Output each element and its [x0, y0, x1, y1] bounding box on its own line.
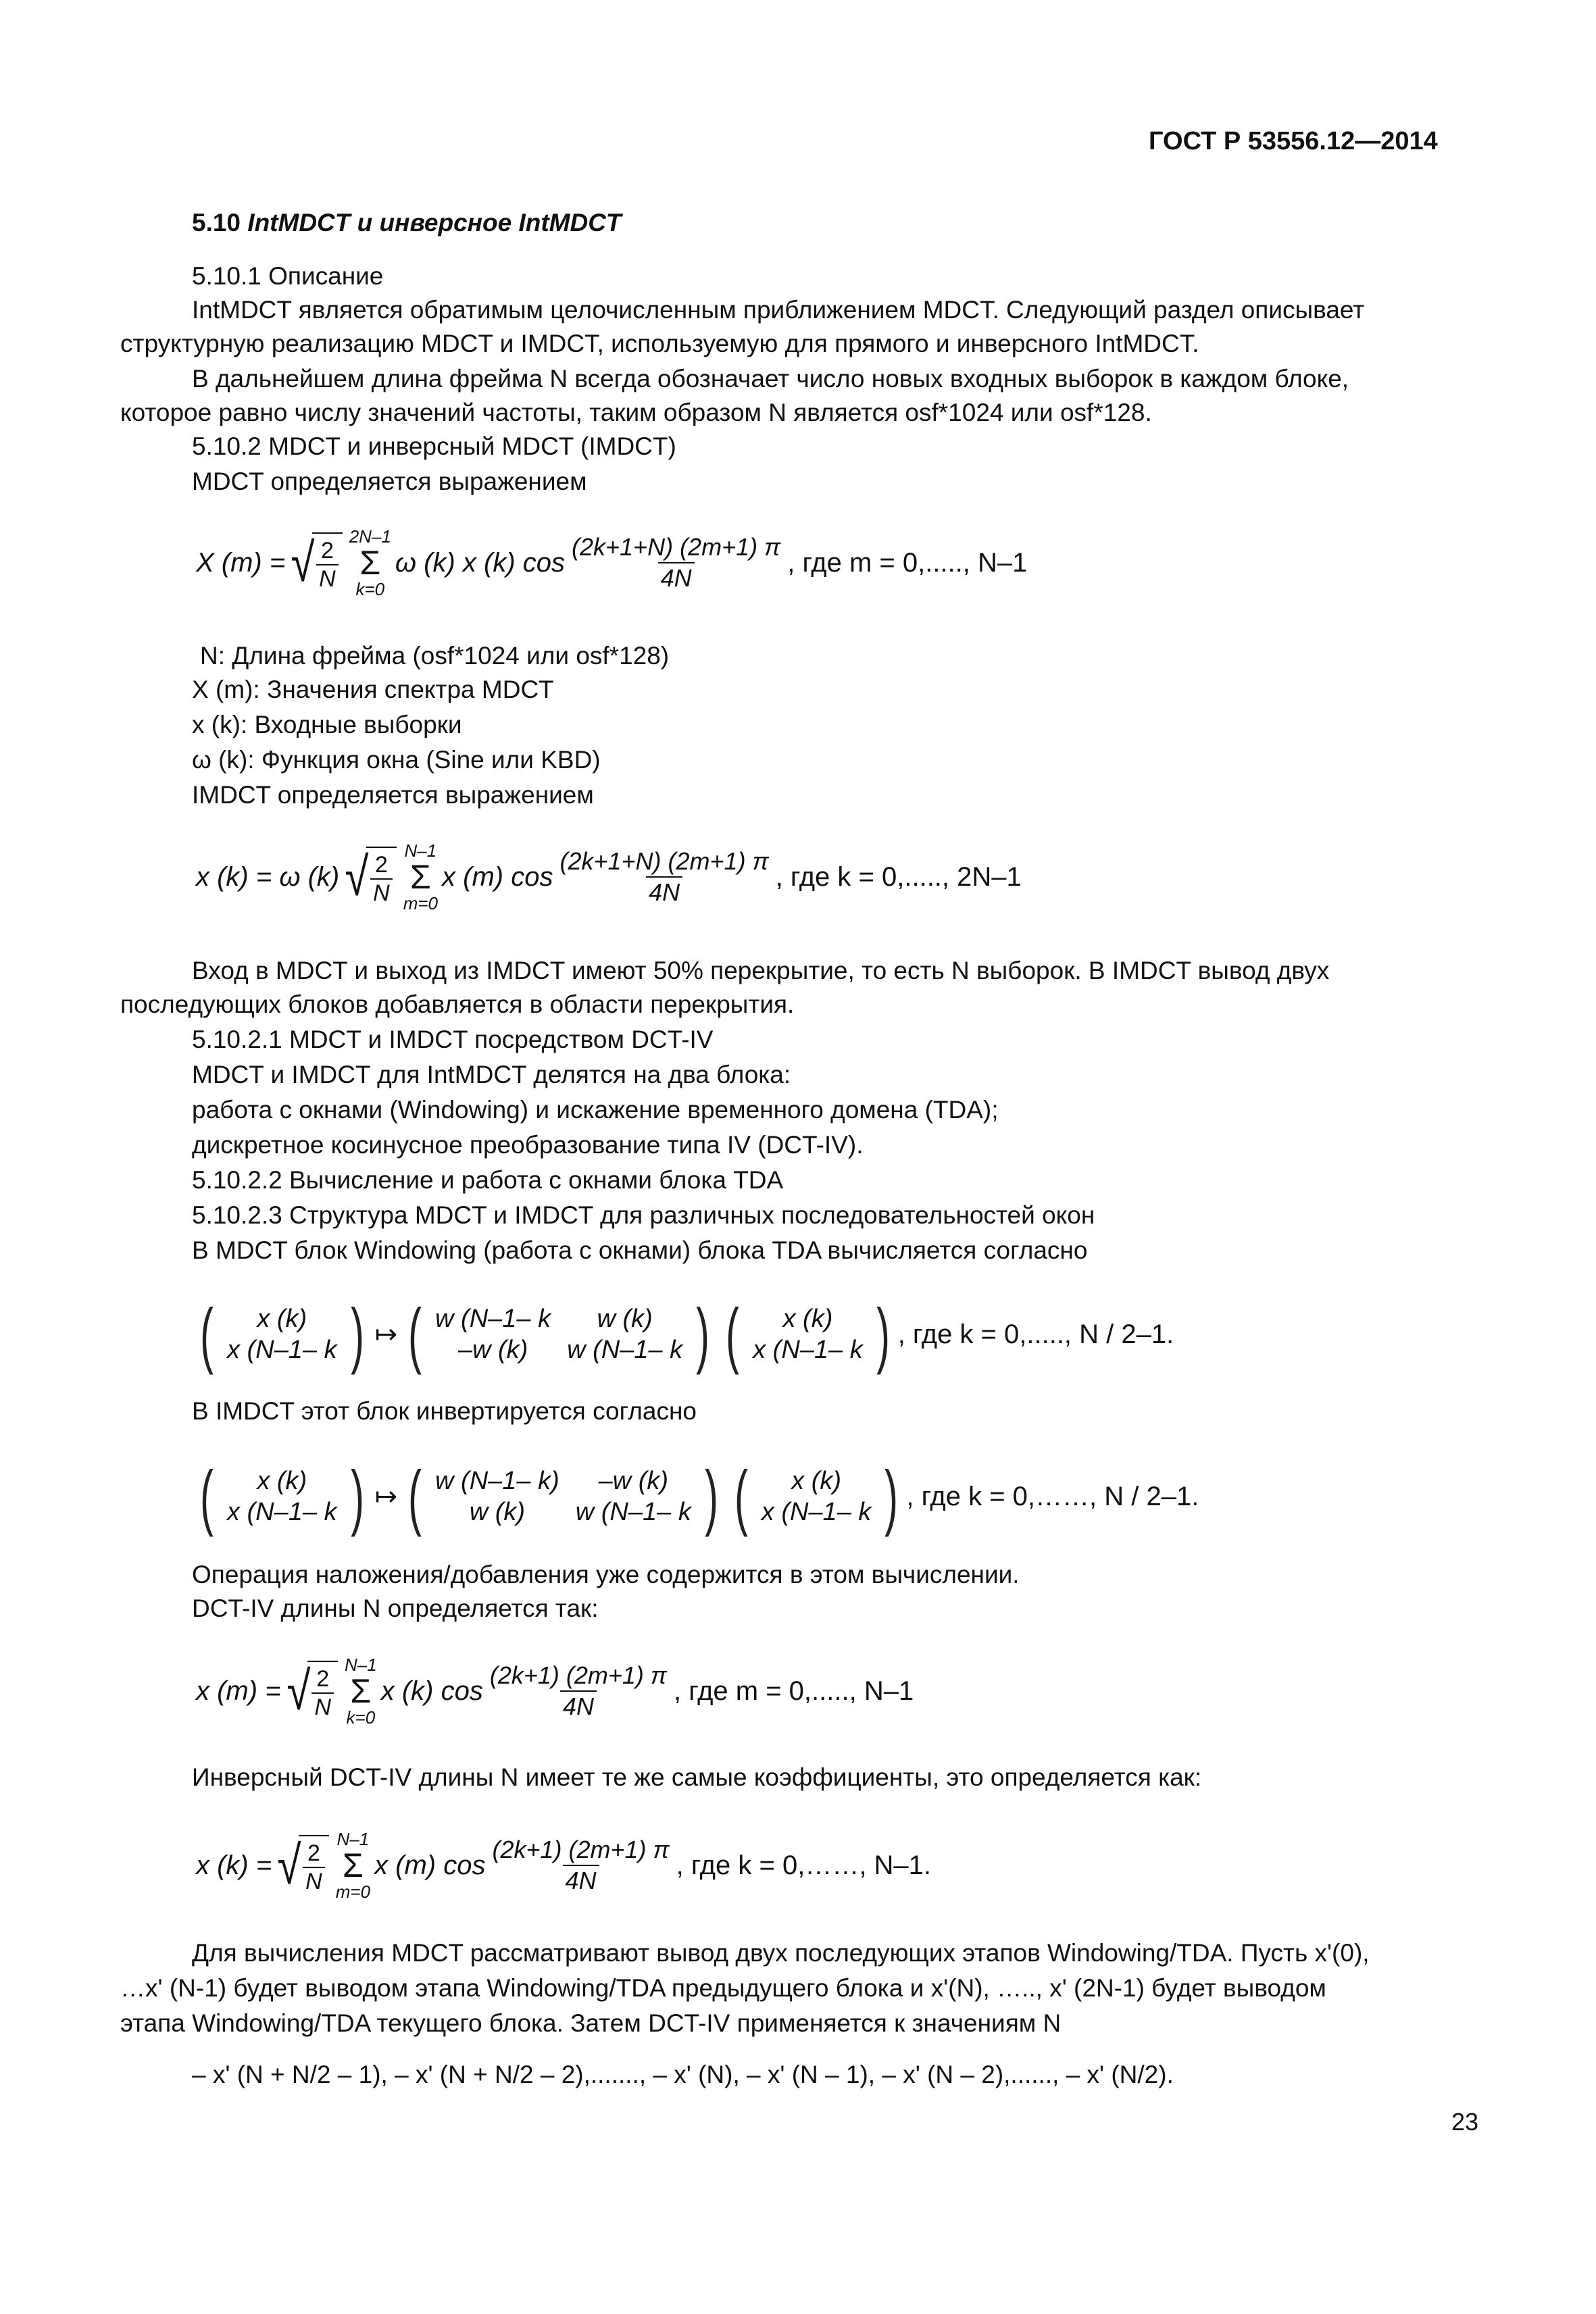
paragraph-line: структурную реализацию MDCT и IMDCT, используемую для прямого и инверсного IntMDCT. [120, 330, 1199, 357]
standard-header: ГОСТ Р 53556.12—2014 [1149, 127, 1438, 155]
formula-tail: , где m = 0,....., N–1 [674, 1676, 914, 1706]
formula-body: ω (k) x (k) cos [395, 547, 565, 578]
subsection-5-10-2-3: 5.10.2.3 Структура MDCT и IMDCT для различных последовательностей окон [192, 1201, 1095, 1229]
formula-lhs: x (m) = [196, 1676, 281, 1706]
definition-wk: ω (k): Функция окна (Sine или KBD) [192, 746, 601, 774]
paragraph-line: В IMDCT этот блок инвертируется согласно [192, 1397, 697, 1425]
paragraph-line: …x' (N-1) будет выводом этапа Windowing/TDA предыдущего блока и x'(N), ….., x' (2N-1) будет выводом [120, 1974, 1326, 2002]
formula-lhs: x (k) = [196, 1850, 272, 1880]
formula-imdct [196, 841, 1022, 913]
section-number: 5.10 [192, 209, 248, 236]
fraction-denominator: 4N [658, 562, 695, 592]
formula-mdct [196, 527, 1027, 599]
summation: N–1 Σ m=0 [403, 840, 439, 913]
sum-upper: N–1 [345, 1655, 377, 1675]
sqrt: √ $\frac{2}{N}$ [274, 1835, 328, 1896]
paragraph-line: Вход в MDCT и выход из IMDCT имеют 50% перекрытие, то есть N выборок. В IMDCT вывод двух [192, 957, 1330, 984]
formula-tail: , где k = 0,……, N–1. [676, 1850, 932, 1880]
fraction-denominator: 4N [563, 1865, 599, 1894]
sqrt-denominator: N [316, 564, 339, 591]
sum-upper: 2N–1 [349, 526, 391, 547]
paragraph-line: работа с окнами (Windowing) и искажение временного домена (TDA); [192, 1096, 999, 1124]
paragraph-line: дискретное косинусное преобразование типа IV (DCT-IV). [192, 1131, 864, 1159]
matrix-cell: x (k) [791, 1467, 842, 1495]
matrix-cell: x (k) [257, 1467, 307, 1495]
fraction [557, 848, 771, 906]
sum-lower: m=0 [335, 1882, 371, 1902]
paragraph-line: В MDCT блок Windowing (работа с окнами) блока TDA вычисляется согласно [192, 1236, 1088, 1264]
summation: N–1 Σ m=0 [335, 1829, 371, 1902]
paragraph-line: MDCT и IMDCT для IntMDCT делятся на два блока: [192, 1061, 791, 1088]
matrix-cell: w (k) [597, 1305, 653, 1333]
matrix-cell: x (N–1– k [753, 1336, 863, 1364]
sqrt-numerator: 2 [316, 1666, 330, 1692]
formula-tail: , где k = 0,……, N / 2–1. [906, 1481, 1199, 1511]
matrix-cell: w (N–1– k) [435, 1467, 559, 1495]
fraction-numerator: (2k+1) (2m+1) π [489, 1661, 668, 1689]
subsection-5-10-2: 5.10.2 MDCT и инверсный MDCT (IMDCT) [192, 432, 676, 460]
section-title [192, 206, 622, 240]
definition-xm: X (m): Значения спектра MDCT [192, 676, 554, 703]
paragraph-line: IMDCT определяется выражением [192, 781, 594, 809]
subsection-5-10-1: 5.10.1 Описание [192, 262, 384, 290]
paragraph-line: этапа Windowing/TDA текущего блока. Затем DCT-IV применяется к значениям N [120, 2009, 1062, 2037]
fraction-numerator: (2k+1) (2m+1) π [492, 1836, 670, 1863]
subsection-5-10-2-2: 5.10.2.2 Вычисление и работа с окнами блока TDA [192, 1166, 784, 1194]
formula-lhs: x (k) = ω (k) [196, 861, 340, 892]
paragraph-line: В дальнейшем длина фрейма N всегда обозначает число новых входных выборок в каждом блоке, [192, 365, 1349, 393]
fraction-numerator: (2k+1+N) (2m+1) π [572, 533, 781, 561]
sum-lower: m=0 [403, 893, 439, 913]
paragraph-line: последующих блоков добавляется в области перекрытия. [120, 990, 795, 1018]
formula-tail: , где k = 0,....., N / 2–1. [897, 1319, 1174, 1349]
window-matrix: ( w (N–1– k) –w (k) w (k) w (N–1– k ) [408, 1455, 718, 1537]
fraction-denominator: 4N [560, 1690, 597, 1720]
sqrt-numerator: 2 [320, 538, 334, 563]
matrix-cell: x (N–1– k [761, 1498, 872, 1526]
sum-upper: N–1 [404, 840, 437, 861]
vector-left: ( x (k) x (N–1– k ) [200, 1293, 364, 1375]
matrix-cell: –w (k) [598, 1467, 669, 1495]
paragraph-line: DCT-IV длины N определяется так: [192, 1594, 599, 1622]
formula-inverse-dct-iv [196, 1830, 931, 1901]
formula-lhs: X (m) = [196, 547, 286, 578]
page-number: 23 [1451, 2108, 1479, 2136]
formula-body: x (m) cos [442, 861, 553, 892]
paragraph-line: которое равно числу значений частоты, таким образом N является osf*1024 или osf*128. [120, 399, 1152, 426]
sum-lower: k=0 [355, 579, 385, 599]
section-title-text: IntMDCT и инверсное IntMDCT [247, 209, 622, 236]
formula-windowing-inverse [192, 1455, 1199, 1537]
sqrt: √ $\frac{2}{N}$ [342, 847, 396, 907]
fraction [489, 1836, 672, 1894]
sqrt-denominator: N [370, 878, 393, 905]
maps-to-arrow: ↦ [374, 1482, 398, 1511]
matrix-cell: w (k) [469, 1498, 526, 1526]
matrix-cell: x (N–1– k [226, 1336, 337, 1364]
formula-dct-iv [196, 1655, 914, 1727]
matrix-cell: x (k) [257, 1305, 307, 1333]
vector-left: ( x (k) x (N–1– k ) [200, 1455, 364, 1537]
matrix-cell: x (k) [782, 1305, 833, 1333]
matrix-cell: w (N–1– k [435, 1305, 551, 1333]
fraction-numerator: (2k+1+N) (2m+1) π [559, 847, 769, 875]
paragraph-line: Инверсный DCT-IV длины N имеет те же самые коэффициенты, это определяется как: [192, 1763, 1202, 1791]
summation: 2N–1 Σ k=0 [349, 526, 391, 599]
matrix-cell: w (N–1– k [575, 1498, 691, 1526]
paragraph-line: MDCT определяется выражением [192, 468, 587, 495]
fraction [487, 1662, 670, 1720]
fraction-denominator: 4N [646, 876, 682, 906]
paragraph-line: Операция наложения/добавления уже содержится в этом вычислении. [192, 1561, 1020, 1588]
paragraph-line: Для вычисления MDCT рассматривают вывод двух последующих этапов Windowing/TDA. Пусть x'(0), [192, 1939, 1370, 1967]
matrix-cell: –w (k) [457, 1336, 528, 1364]
vector-right: ( x (k) x (N–1– k ) [734, 1455, 899, 1537]
sqrt-numerator: 2 [374, 852, 388, 878]
sum-lower: k=0 [346, 1707, 376, 1728]
sqrt-numerator: 2 [307, 1840, 320, 1866]
paragraph-line: IntMDCT является обратимым целочисленным приближением MDCT. Следующий раздел описывает [192, 296, 1365, 324]
sequence-line: – x' (N + N/2 – 1), – x' (N + N/2 – 2),......., – x' (N), – x' (N – 1), – x' (N – 2),......, – x' (N/2). [192, 2061, 1174, 2088]
formula-body: x (k) cos [380, 1676, 483, 1706]
vector-right: ( x (k) x (N–1– k ) [726, 1293, 890, 1375]
maps-to-arrow: ↦ [374, 1319, 398, 1349]
formula-tail: , где m = 0,....., N–1 [787, 547, 1028, 578]
sum-upper: N–1 [336, 1829, 370, 1849]
formula-tail: , где k = 0,....., 2N–1 [775, 861, 1022, 892]
window-matrix: ( w (N–1– k w (k) –w (k) w (N–1– k ) [408, 1293, 710, 1375]
sqrt: √ $\frac{2}{N}$ [288, 532, 342, 593]
formula-windowing-forward [192, 1293, 1174, 1375]
definition-n: N: Длина фрейма (osf*1024 или osf*128) [200, 642, 670, 670]
sqrt-denominator: N [303, 1867, 325, 1894]
matrix-cell: w (N–1– k [567, 1336, 683, 1364]
matrix-cell: x (N–1– k [226, 1498, 337, 1526]
sqrt-denominator: N [311, 1692, 334, 1719]
definition-xk: x (k): Входные выборки [192, 711, 462, 738]
formula-body: x (m) cos [374, 1850, 486, 1880]
summation: N–1 Σ k=0 [345, 1655, 377, 1728]
subsection-5-10-2-1: 5.10.2.1 MDCT и IMDCT посредством DCT-IV [192, 1026, 714, 1053]
fraction [569, 534, 783, 592]
sqrt: √ $\frac{2}{N}$ [284, 1661, 338, 1721]
